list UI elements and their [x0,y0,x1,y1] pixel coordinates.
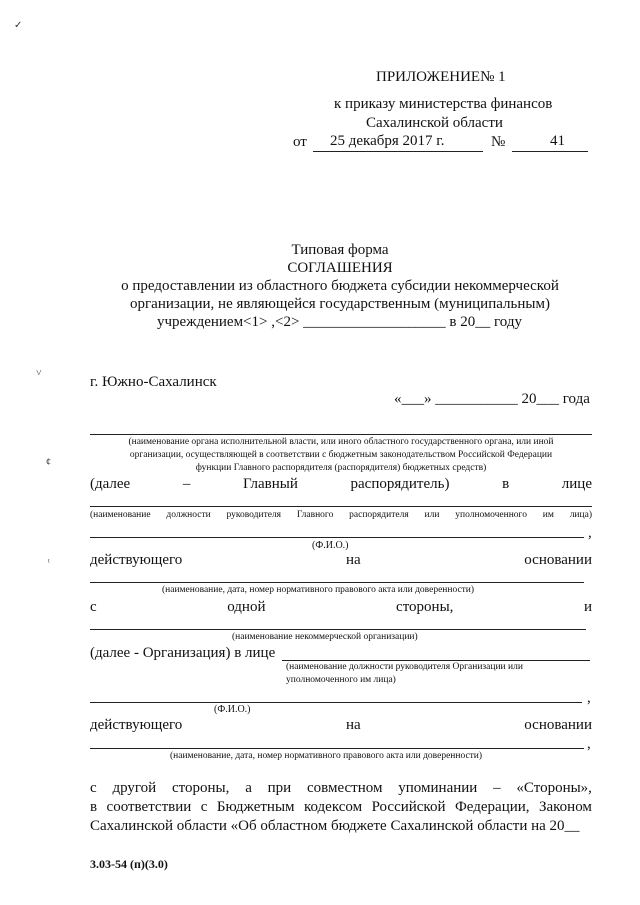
word: Главного [296,510,334,520]
date-underline [313,151,483,152]
word: – [493,780,501,796]
word: (наименование [90,510,151,520]
party2-fio-caption: (Ф.И.О.) [214,704,251,715]
agreement-title: СОГЛАШЕНИЯ [287,260,393,276]
party2-position-line [282,660,590,661]
typical-form-label: Типовая форма [291,242,389,258]
agreement-subtitle-1: о предоставлении из областного бюджета субсидии некоммерческой [121,278,559,294]
party2-org-line [90,629,586,630]
party2-comma: , [587,690,591,706]
word: основании [524,717,592,733]
party2-acting-row [90,718,592,733]
party1-fio-caption: (Ф.И.О.) [312,540,349,551]
word: упоминании [398,780,478,796]
party1-name-line [90,434,592,435]
city: г. Южно-Сахалинск [90,374,217,390]
scan-mark: ✓ [14,20,23,31]
body-line-2 [90,800,592,815]
appendix-date: 25 декабря 2017 г. [330,133,445,149]
body-line-1 [90,781,592,796]
word: с [90,599,97,615]
word: на [345,717,361,733]
word: лица) [569,510,592,520]
word: основании [524,552,592,568]
word: Бюджетным [216,799,295,815]
party2-position-caption-1: (наименование должности руководителя Организации или [286,662,523,672]
party1-position-caption [90,511,592,521]
party1-basis-caption: (наименование, дата, номер нормативного правового акта или доверенности) [162,585,475,595]
party1-fio-line [90,537,584,538]
scan-mark: ᵗ [48,557,50,568]
appendix-number: 41 [550,133,565,149]
party2-basis-line [90,748,584,749]
scan-mark: ˅ [36,368,42,379]
party2-comma-2: , [587,736,591,752]
scan-mark: ¢ [46,457,51,468]
party1-caption-2: организации, осуществляющей в соответствии с бюджетным законодательством Российской Федерации [129,450,553,460]
word: лице [561,476,592,492]
agreement-subtitle-2: организации, не являющейся государственным (муниципальным) [130,296,550,312]
word: стороны, [172,780,230,796]
party1-caption-1: (наименование органа исполнительной власти, или иного областного государственного органа, или иной [128,437,554,447]
word: действующего [90,717,183,733]
word: соответствии [106,799,192,815]
word: в [90,799,98,815]
word: с [200,799,208,815]
party1-comma: , [588,525,592,541]
word: кодексом [303,799,363,815]
party2-position-caption-2: уполномоченного им лица) [286,675,396,685]
party1-side-row [90,600,592,615]
word: (далее [90,476,131,492]
word: Российской [371,799,446,815]
word: действующего [90,552,183,568]
word: стороны, [396,599,454,615]
word: и [583,599,592,615]
word: на [345,552,361,568]
number-underline [512,151,588,152]
word: Главный [242,476,298,492]
appendix-region-line: Сахалинской области [366,115,503,131]
agreement-subtitle-3: учреждением<1> ,<2> ___________________ в 20__ году [157,314,522,330]
word: или [424,510,440,520]
word: Законом [538,799,592,815]
word: «Стороны», [516,780,592,796]
word: – [182,476,191,492]
word: должности [166,510,211,520]
party2-org-caption: (наименование некоммерческой организации) [232,632,418,642]
word: при [267,780,292,796]
party2-basis-caption: (наименование, дата, номер нормативного правового акта или доверенности) [170,751,483,761]
party1-basis-line [90,582,584,583]
party1-designation-row [90,477,592,492]
party2-designation-row: (далее - Организация) в лице [90,645,276,661]
appendix-title: ПРИЛОЖЕНИЕ№ 1 [376,69,506,85]
body-line-3: Сахалинской области «Об областном бюджете Сахалинской области на 20__ [90,818,580,834]
word: с [90,780,97,796]
word: одной [227,599,266,615]
appendix-no-sign: № [491,134,506,150]
word: им [542,510,554,520]
form-code: 3.03-54 (п)(3.0) [90,857,168,871]
word: в [502,476,510,492]
party1-position-line [90,506,592,507]
word: распорядитель) [350,476,450,492]
party2-fio-line [90,702,582,703]
party1-caption-3: функции Главного распорядителя (распорядителя) бюджетных средств) [195,463,487,473]
word: уполномоченного [455,510,527,520]
word: руководителя [226,510,282,520]
appendix-order-line: к приказу министерства финансов [334,96,553,112]
word: другой [112,780,157,796]
word: совместном [307,780,383,796]
party1-acting-row [90,553,592,568]
agreement-date-line: «___» ___________ 20___ года [394,391,590,407]
word: а [245,780,252,796]
word: Федерации, [454,799,530,815]
appendix-ot: от [293,134,307,150]
word: распорядителя [349,510,409,520]
